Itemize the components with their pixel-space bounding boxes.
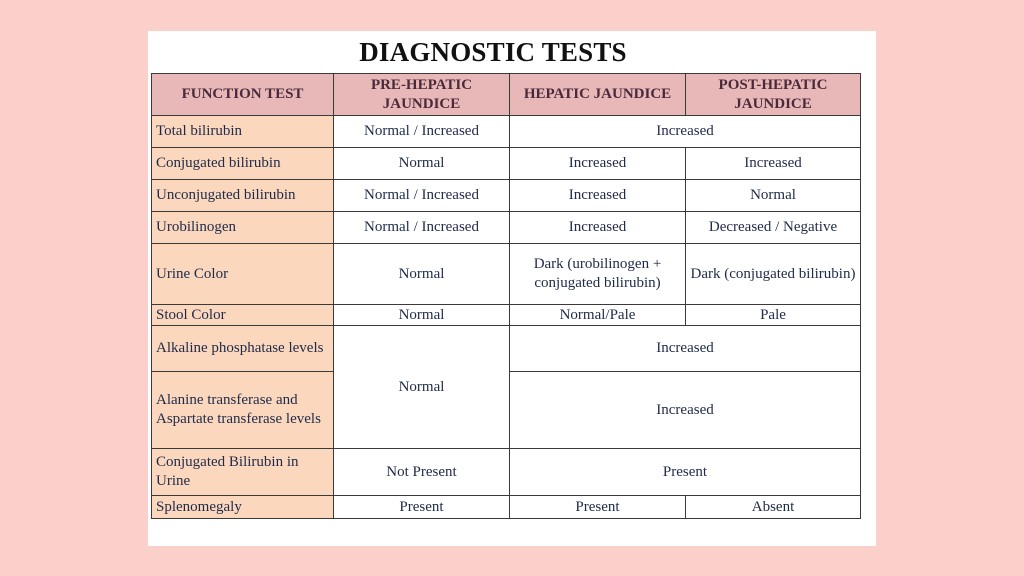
cell-hepatic-post: Present [510, 449, 861, 496]
cell-hepatic-post: Increased [510, 372, 861, 449]
cell-pre: Normal [334, 305, 510, 326]
cell-hepatic-post: Increased [510, 326, 861, 372]
table-row [152, 326, 861, 372]
row-label: Urine Color [152, 244, 334, 305]
cell-pre: Normal / Increased [334, 180, 510, 212]
cell-hepatic: Increased [510, 148, 686, 180]
cell-hepatic-post: Increased [510, 116, 861, 148]
table-row [152, 496, 861, 519]
cell-hepatic: Increased [510, 212, 686, 244]
table-row [152, 449, 861, 496]
header-function-test: FUNCTION TEST [152, 74, 334, 116]
cell-post: Absent [686, 496, 861, 519]
row-label: Urobilinogen [152, 212, 334, 244]
row-label: Conjugated bilirubin [152, 148, 334, 180]
row-label: Total bilirubin [152, 116, 334, 148]
cell-pre: Normal [334, 244, 510, 305]
header-pre-hepatic: PRE-HEPATIC JAUNDICE [334, 74, 510, 116]
header-row [152, 74, 861, 116]
table-row [152, 148, 861, 180]
row-label: Unconjugated bilirubin [152, 180, 334, 212]
row-label: Alkaline phosphatase levels [152, 326, 334, 372]
cell-hepatic: Present [510, 496, 686, 519]
row-label: Stool Color [152, 305, 334, 326]
cell-hepatic: Dark (urobilinogen + conjugated bilirubin) [510, 244, 686, 305]
cell-hepatic: Increased [510, 180, 686, 212]
cell-post: Increased [686, 148, 861, 180]
cell-post: Dark (conjugated bilirubin) [686, 244, 861, 305]
cell-pre: Normal [334, 148, 510, 180]
cell-post: Decreased / Negative [686, 212, 861, 244]
cell-pre: Normal / Increased [334, 212, 510, 244]
table-row [152, 244, 861, 305]
cell-pre: Present [334, 496, 510, 519]
header-hepatic: HEPATIC JAUNDICE [510, 74, 686, 116]
diagnostic-table [151, 73, 861, 519]
table-row [152, 116, 861, 148]
row-label: Conjugated Bilirubin in Urine [152, 449, 334, 496]
row-label: Alanine transferase and Aspartate transferase levels [152, 372, 334, 449]
table-row [152, 212, 861, 244]
slide [148, 31, 876, 546]
table-row [152, 180, 861, 212]
cell-post: Normal [686, 180, 861, 212]
table-row [152, 305, 861, 326]
cell-hepatic: Normal/Pale [510, 305, 686, 326]
slide-title: DIAGNOSTIC TESTS [359, 37, 627, 67]
cell-pre: Normal / Increased [334, 116, 510, 148]
cell-pre: Not Present [334, 449, 510, 496]
header-post-hepatic: POST-HEPATIC JAUNDICE [686, 74, 861, 116]
cell-pre-enzymes: Normal [334, 326, 510, 449]
row-label: Splenomegaly [152, 496, 334, 519]
cell-post: Pale [686, 305, 861, 326]
